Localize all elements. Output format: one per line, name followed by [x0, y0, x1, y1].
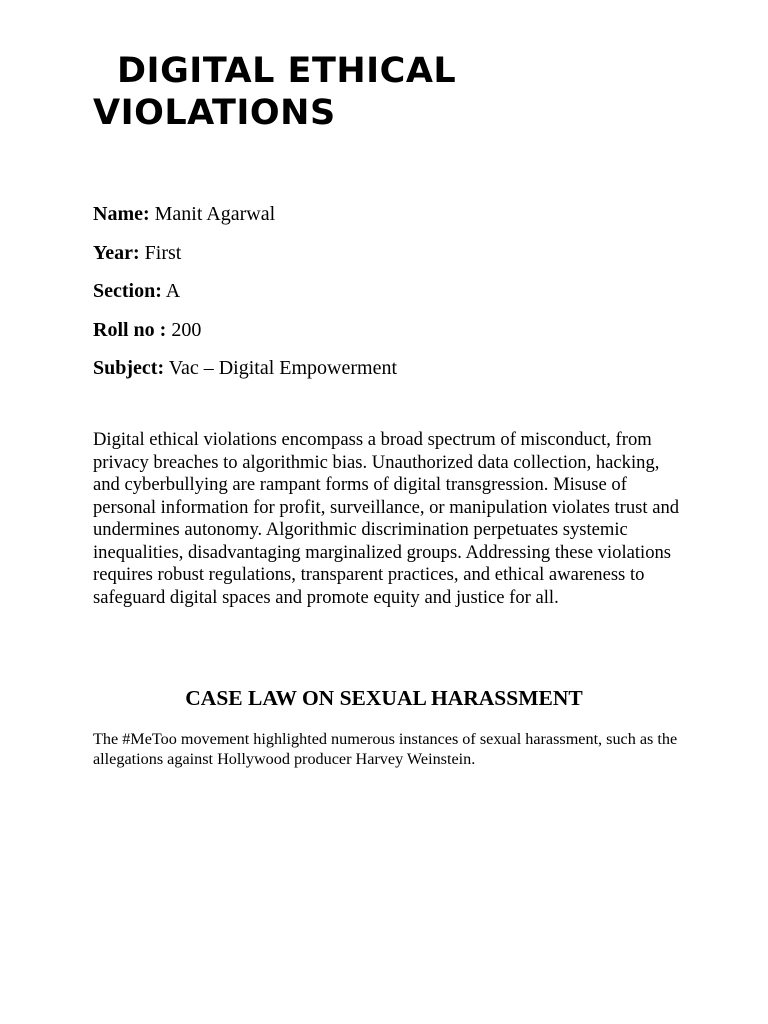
year-value: First: [139, 241, 182, 264]
title-line-2: VIOLATIONS: [93, 93, 336, 133]
section-paragraph: The #MeToo movement highlighted numerous instances of sexual harassment, such as the allegations against Hollywood producer Harvey Weinstein.: [93, 730, 678, 768]
info-row-year: [93, 241, 397, 265]
info-row-name: [93, 202, 397, 226]
section-heading: CASE LAW ON SEXUAL HARASSMENT: [185, 686, 583, 710]
document-title: [93, 50, 693, 134]
roll-label: Roll no :: [93, 318, 167, 341]
intro-paragraph: Digital ethical violations encompass a broad spectrum of misconduct, from privacy breaches to algorithmic bias. Unauthorized data collection, hacking, and cyberbullying are rampant forms of digital transgression. Misuse of personal information for profit, surveillance, or manipulation violates trust and undermines autonomy. Algorithmic discrimination perpetuates systemic inequalities, disadvantaging marginalized groups. Addressing these violations requires robust regulations, transparent practices, and ethical awareness to safeguard digital spaces and promote equity and justice for all.: [93, 429, 680, 608]
name-value: Manit Agarwal: [149, 203, 276, 225]
subject-value: Vac – Digital Empowerment: [164, 357, 398, 379]
year-label: Year:: [93, 241, 140, 264]
section-label: Section:: [93, 280, 162, 302]
student-info: [93, 202, 397, 395]
subject-label: Subject:: [93, 357, 165, 379]
section-value: A: [161, 280, 181, 302]
info-row-subject: [93, 356, 397, 380]
roll-value: 200: [166, 318, 202, 341]
title-line-1: DIGITAL ETHICAL: [117, 51, 457, 91]
info-row-roll: [93, 318, 397, 342]
info-row-section: [93, 279, 397, 303]
name-label: Name:: [93, 203, 150, 225]
